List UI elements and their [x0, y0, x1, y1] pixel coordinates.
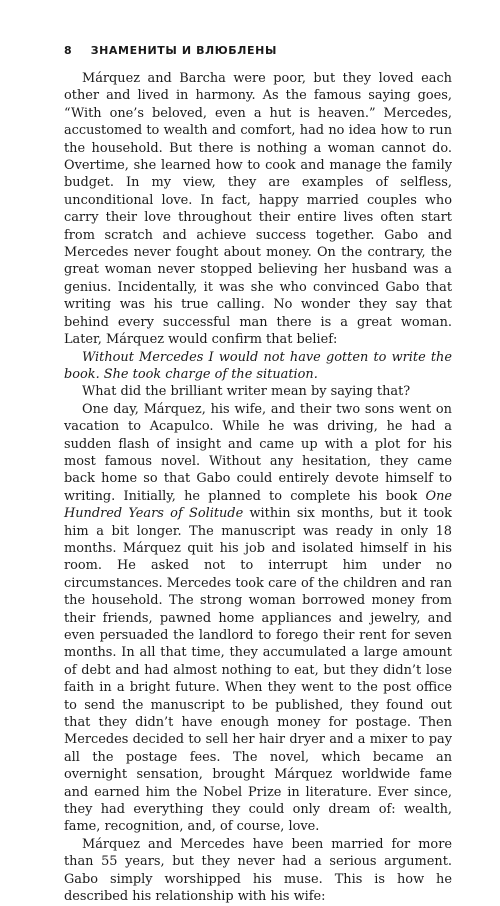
page-number: 8	[64, 44, 73, 57]
running-header	[64, 44, 277, 57]
book-title: One Hundred Years of Solitude	[64, 488, 452, 522]
paragraph-1: Márquez and Barcha were poor, but they loved each other and lived in harmony. As the famous saying goes, “With one’s beloved, even a hut is heaven.” Mercedes, accustomed to wealth and comfort, had no idea how to run the household. But there is nothing a woman cannot do. Overtime, she learned how to cook and manage the family budget. In my view, they are examples of selfless, unconditional love. In fact, happy married couples who carry their love throughout their entire lives often start from scratch and achieve success together. Gabo and Mercedes never fought about money. On the contrary, the great woman never stopped believing her husband was a genius. Incidentally, it was she who convinced Gabo that writing was his true calling. No wonder they say that behind every successful man there is a great woman. Later, Márquez would confirm that belief:	[64, 71, 452, 348]
quote-paragraph: Without Mercedes I would not have gotten to write the book. She took charge of the situation.	[64, 349, 452, 382]
body-text	[64, 70, 452, 906]
paragraph-3-start: One day, Márquez, his wife, and their two sons went on vacation to Acapulco. While he was driving, he had a sudden flash of insight and came up with a plot for his most famous novel. Without any hesitation, they came back home so that Gabo could entirely devote himself to writing. Initially, he planned to complete his book	[64, 401, 452, 504]
paragraph-2: What did the brilliant writer mean by saying that?	[82, 384, 411, 400]
paragraph-3	[64, 401, 452, 836]
paragraph-3-end: within six months, but it took him a bit longer. The manuscript was ready in only 18 months. Márquez quit his job and isolated himself in his room. He asked not to interrupt him under no circumstances. Mercedes took care of the children and ran the household. The strong woman borrowed money from their friends, pawned home appliances and jewelry, and even persuaded the landlord to forego their rent for seven months. In all that time, they accumulated a large amount of debt and had almost nothing to eat, but they didn’t lose faith in a bright future. When they went to the post office to send the manuscript to be published, they found out that they didn’t have enough money for postage. Then Mercedes decided to sell her hair dryer and a mixer to pay all the postage fees. The novel, which became an overnight sensation, brought Márquez worldwide fame and earned him the Nobel Prize in literature. Ever since, they had everything they could only dream of: wealth, fame, recognition, and, of course, love.	[64, 506, 452, 835]
running-title: ЗНАМЕНИТЫ И ВЛЮБЛЕНЫ	[90, 44, 277, 57]
paragraph-4: Márquez and Mercedes have been married for more than 55 years, but they never had a serious argument. Gabo simply worshipped his muse. This is how he described his relationship with his wife:	[64, 836, 452, 905]
